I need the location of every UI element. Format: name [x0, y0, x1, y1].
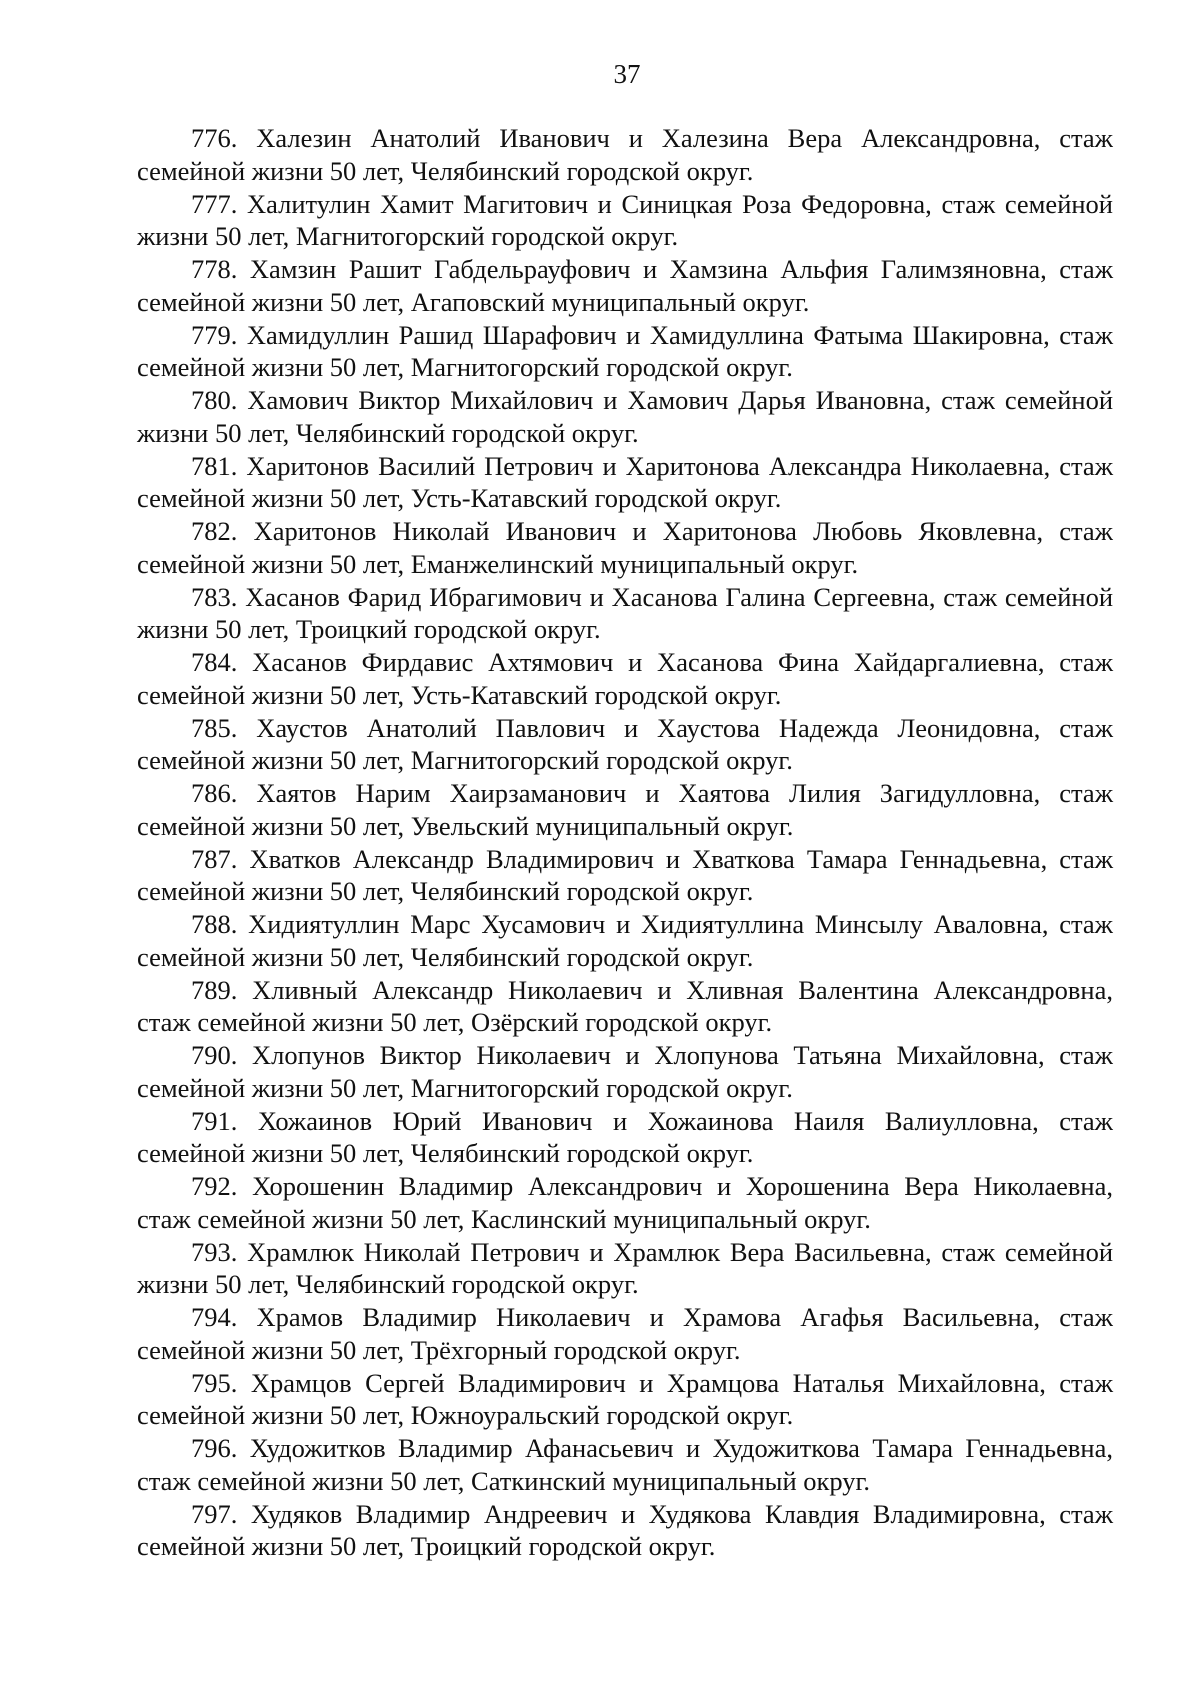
entry-text: Хамидуллин Рашид Шарафович и Хамидуллина Фатыма Шакировна, стаж семейной жизни 50 лет, Магнитогорский городской округ.	[137, 319, 1114, 382]
list-item	[137, 646, 1113, 711]
entry-text: Хаустов Анатолий Павлович и Хаустова Надежда Леонидовна, стаж семейной жизни 50 лет, Магнитогорский городской округ.	[137, 712, 1113, 775]
entry-number: 789.	[191, 974, 238, 1005]
list-item	[137, 1367, 1113, 1432]
list-item	[137, 1498, 1113, 1563]
entry-text: Храмов Владимир Николаевич и Храмова Агафья Васильевна, стаж семейной жизни 50 лет, Трёхгорный городской округ.	[137, 1302, 1113, 1365]
list-item	[137, 1236, 1113, 1301]
entry-number: 791.	[191, 1105, 238, 1136]
entry-number: 796.	[191, 1433, 238, 1463]
entry-text: Хаятов Нарим Хаирзаманович и Хаятова Лилия Загидулловна, стаж семейной жизни 50 лет, Увельский муниципальный округ.	[137, 778, 1113, 841]
list-item	[137, 581, 1113, 646]
award-list	[137, 122, 1113, 1563]
list-item	[137, 319, 1113, 384]
entry-number: 788.	[191, 909, 238, 939]
entry-text: Хлопунов Виктор Николаевич и Хлопунова Татьяна Михайловна, стаж семейной жизни 50 лет, Магнитогорский городской округ.	[137, 1040, 1113, 1103]
list-item	[137, 1432, 1113, 1497]
entry-text: Харитонов Василий Петрович и Харитонова Александра Николаевна, стаж семейной жизни 50 лет, Усть-Катавский городской округ.	[137, 450, 1113, 513]
list-item	[137, 974, 1113, 1039]
entry-number: 792.	[191, 1171, 238, 1201]
entry-number: 778.	[191, 254, 238, 284]
list-item	[137, 188, 1113, 253]
entry-number: 794.	[191, 1302, 238, 1332]
list-item	[137, 1039, 1113, 1104]
list-item	[137, 908, 1113, 973]
entry-number: 779.	[191, 319, 238, 350]
entry-number: 781.	[191, 450, 238, 481]
list-item	[137, 777, 1113, 842]
entry-number: 777.	[191, 188, 238, 219]
entry-number: 783.	[191, 581, 238, 612]
entry-number: 780.	[191, 385, 238, 415]
entry-text: Худяков Владимир Андреевич и Худякова Клавдия Владимировна, стаж семейной жизни 50 лет, Троицкий городской округ.	[137, 1498, 1113, 1561]
list-item	[137, 1105, 1113, 1170]
entry-number: 795.	[191, 1367, 238, 1398]
entry-number: 786.	[191, 778, 238, 808]
entry-number: 790.	[191, 1040, 238, 1070]
entry-number: 776.	[191, 123, 238, 153]
entry-text: Художитков Владимир Афанасьевич и Художиткова Тамара Геннадьевна, стаж семейной жизни 50 лет, Саткинский муниципальный округ.	[137, 1433, 1113, 1496]
page-number: 37	[613, 59, 641, 89]
list-item	[137, 384, 1113, 449]
entry-text: Хливный Александр Николаевич и Хливная Валентина Александровна, стаж семейной жизни 50 лет, Озёрский городской округ.	[137, 974, 1113, 1037]
list-item	[137, 712, 1113, 777]
entry-text: Хидиятуллин Марс Хусамович и Хидиятуллина Минсылу Аваловна, стаж семейной жизни 50 лет, Челябинский городской округ.	[137, 909, 1113, 972]
entry-number: 782.	[191, 516, 238, 546]
entry-text: Халитулин Хамит Магитович и Синицкая Роза Федоровна, стаж семейной жизни 50 лет, Магнитогорский городской округ.	[137, 188, 1113, 251]
list-item	[137, 843, 1113, 908]
entry-number: 785.	[191, 712, 238, 743]
list-item	[137, 253, 1113, 318]
entry-number: 787.	[191, 843, 238, 874]
entry-text: Хорошенин Владимир Александрович и Хорошенина Вера Николаевна, стаж семейной жизни 50 лет, Каслинский муниципальный округ.	[137, 1171, 1114, 1234]
list-item	[137, 515, 1113, 580]
entry-text: Хамзин Рашит Габдельрауфович и Хамзина Альфия Галимзяновна, стаж семейной жизни 50 лет, Агаповский муниципальный округ.	[137, 254, 1114, 317]
list-item	[137, 1170, 1113, 1235]
entry-text: Хамович Виктор Михайлович и Хамович Дарья Ивановна, стаж семейной жизни 50 лет, Челябинский городской округ.	[137, 385, 1113, 448]
entry-text: Хожаинов Юрий Иванович и Хожаинова Наиля Валиулловна, стаж семейной жизни 50 лет, Челябинский городской округ.	[137, 1105, 1113, 1168]
entry-text: Халезин Анатолий Иванович и Халезина Вера Александровна, стаж семейной жизни 50 лет, Челябинский городской округ.	[137, 123, 1113, 186]
entry-number: 797.	[191, 1498, 238, 1529]
list-item	[137, 450, 1113, 515]
entry-text: Харитонов Николай Иванович и Харитонова Любовь Яковлевна, стаж семейной жизни 50 лет, Еманжелинский муниципальный округ.	[137, 516, 1113, 579]
list-item	[137, 122, 1113, 187]
list-item	[137, 1301, 1113, 1366]
entry-number: 784.	[191, 647, 238, 677]
entry-text: Храмцов Сергей Владимирович и Храмцова Наталья Михайловна, стаж семейной жизни 50 лет, Южноуральский городской округ.	[137, 1367, 1114, 1430]
entry-text: Хасанов Фирдавис Ахтямович и Хасанова Фина Хайдаргалиевна, стаж семейной жизни 50 лет, Усть-Катавский городской округ.	[137, 647, 1113, 710]
entry-text: Хватков Александр Владимирович и Хваткова Тамара Геннадьевна, стаж семейной жизни 50 лет, Челябинский городской округ.	[137, 843, 1114, 906]
entry-text: Хасанов Фарид Ибрагимович и Хасанова Галина Сергеевна, стаж семейной жизни 50 лет, Троицкий городской округ.	[137, 581, 1113, 644]
entry-number: 793.	[191, 1236, 238, 1267]
entry-text: Храмлюк Николай Петрович и Храмлюк Вера Васильевна, стаж семейной жизни 50 лет, Челябинский городской округ.	[137, 1236, 1114, 1299]
